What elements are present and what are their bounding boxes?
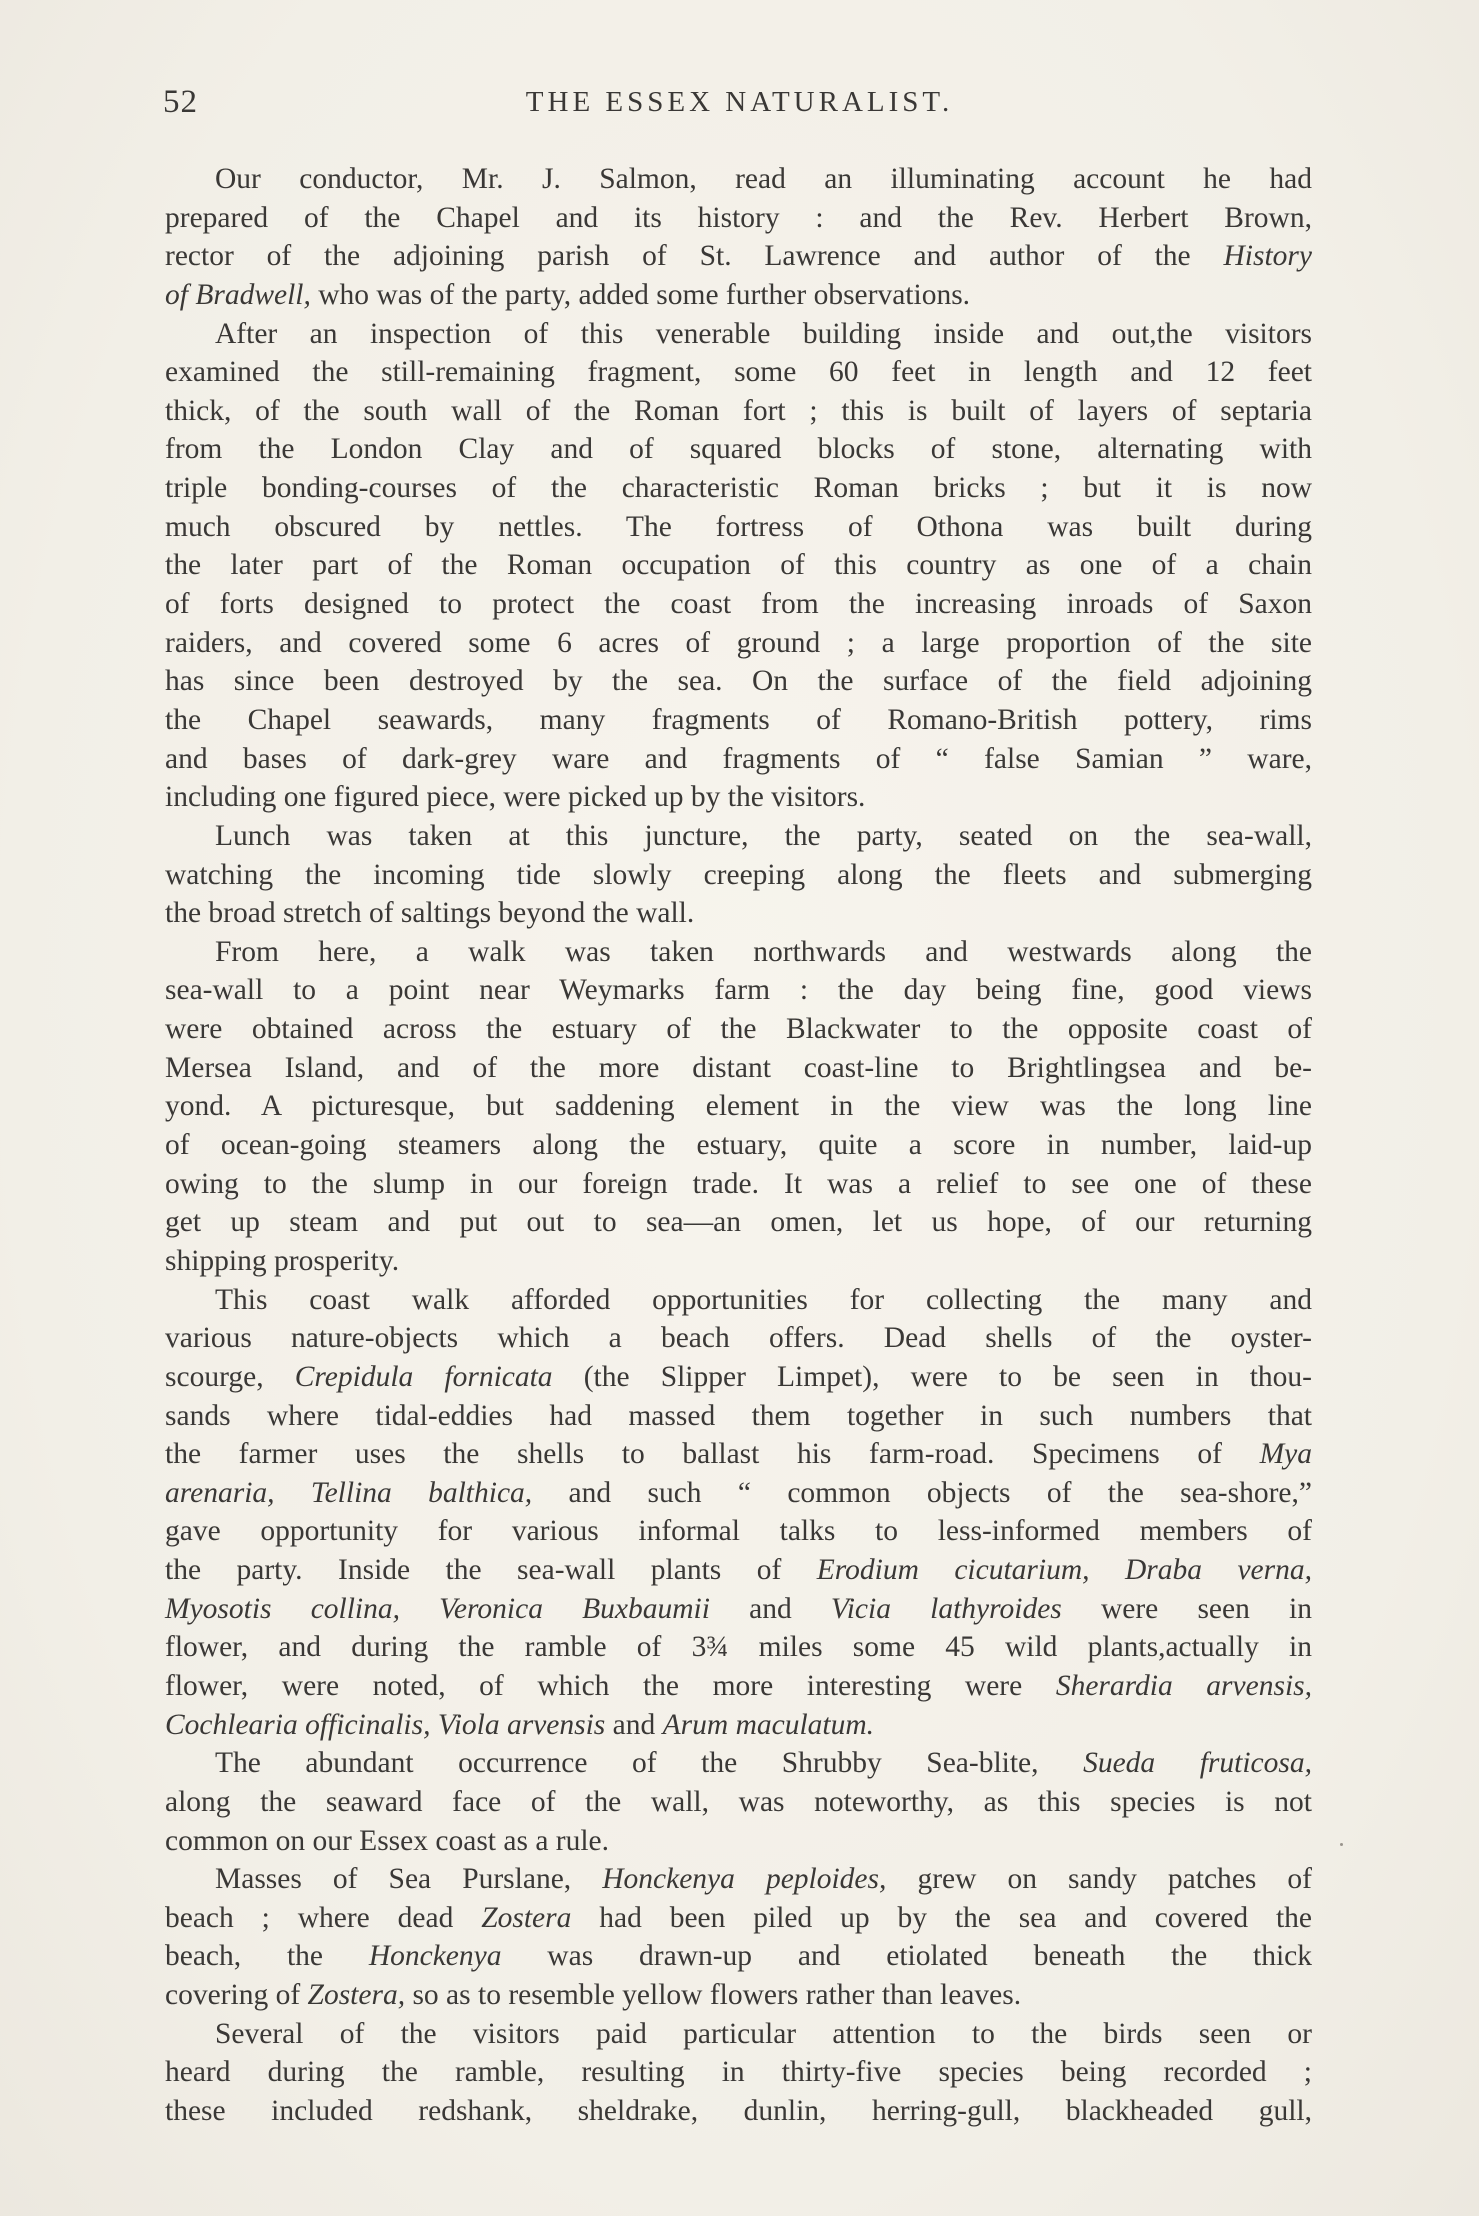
text-line: [165, 1203, 1312, 1242]
italic-text: Vicia lathyroides: [830, 1592, 1062, 1625]
text-run: the farmer uses the shells to ballast his farm-road. Specimens of: [165, 1438, 1260, 1471]
text-run: beach, the: [165, 1940, 369, 1973]
text-run: flower, and during the ramble of 3¾ miles some 45 wild plants,actually in: [165, 1631, 1312, 1664]
text-line: [165, 624, 1312, 663]
text-line: [165, 1397, 1312, 1436]
text-run: prepared of the Chapel and its history : and the Rev. Herbert Brown,: [165, 201, 1312, 234]
italic-text: arenaria, Tellina balthica,: [165, 1476, 533, 1509]
body-text: [165, 160, 1312, 2131]
text-line: [165, 1435, 1312, 1474]
text-line: [165, 2053, 1312, 2092]
text-run: and bases of dark-grey ware and fragments of “ false Samian ” ware,: [165, 742, 1312, 775]
italic-text: Crepidula fornicata: [294, 1360, 553, 1393]
text-line: [165, 1551, 1312, 1590]
text-line: [165, 1822, 1312, 1861]
text-run: was drawn-up and etiolated beneath the thick: [501, 1940, 1312, 1973]
text-run: yond. A picturesque, but saddening element in the view was the long line: [165, 1090, 1312, 1123]
text-run: After an inspection of this venerable building inside and out,the visitors: [215, 317, 1312, 350]
text-line: [165, 1976, 1312, 2015]
text-run: rector of the adjoining parish of St. Lawrence and author of the: [165, 240, 1224, 273]
text-run: these included redshank, sheldrake, dunlin, herring-gull, blackheaded gull,: [165, 2095, 1312, 2128]
text-line: [165, 508, 1312, 547]
text-run: much obscured by nettles. The fortress of Othona was built during: [165, 510, 1312, 543]
text-run: the party. Inside the sea-wall plants of: [165, 1554, 817, 1587]
text-line: [165, 1010, 1312, 1049]
text-run: scourge,: [165, 1360, 295, 1393]
text-line: [165, 1706, 1312, 1745]
text-run: shipping prosperity.: [165, 1244, 400, 1277]
italic-text: Sherardia arvensis,: [1055, 1669, 1312, 1702]
text-line: [165, 1667, 1312, 1706]
text-run: get up steam and put out to sea—an omen, let us hope, of our returning: [165, 1206, 1312, 1239]
italic-text: Myosotis collina, Veronica Buxbaumii: [165, 1592, 710, 1625]
text-run: and such “ common objects of the sea-shore,”: [532, 1476, 1312, 1509]
italic-text: Arum maculatum.: [662, 1708, 875, 1741]
text-line: [165, 546, 1312, 585]
text-run: had been piled up by the sea and covered the: [571, 1901, 1312, 1934]
text-run: This coast walk afforded opportunities for collecting the many and: [215, 1283, 1312, 1316]
text-line: [165, 933, 1312, 972]
text-line: [165, 1281, 1312, 1320]
text-run: of ocean-going steamers along the estuary, quite a score in number, laid-up: [165, 1129, 1312, 1162]
text-run: sea-wall to a point near Weymarks farm : the day being fine, good views: [165, 974, 1312, 1007]
text-run: flower, were noted, of which the more interesting were: [165, 1669, 1056, 1702]
text-line: [165, 237, 1312, 276]
text-run: watching the incoming tide slowly creeping along the fleets and submerging: [165, 858, 1312, 891]
italic-text: Sueda fruticosa,: [1083, 1747, 1312, 1780]
text-run: and: [605, 1708, 663, 1741]
text-line: [165, 1242, 1312, 1281]
text-line: [165, 1049, 1312, 1088]
text-run: grew on sandy patches of: [886, 1863, 1312, 1896]
text-run: covering of: [165, 1979, 308, 2012]
text-line: [165, 778, 1312, 817]
text-line: [165, 585, 1312, 624]
text-run: Our conductor, Mr. J. Salmon, read an illuminating account he had: [215, 163, 1312, 195]
italic-text: Honckenya peploides,: [602, 1863, 887, 1896]
text-run: beach ; where dead: [165, 1901, 482, 1934]
text-line: [165, 276, 1312, 315]
text-run: were seen in: [1061, 1592, 1312, 1625]
text-line: [165, 392, 1312, 431]
text-run: examined the still-remaining fragment, some 60 feet in length and 12 feet: [165, 356, 1312, 389]
text-run: and: [709, 1592, 831, 1625]
text-run: heard during the ramble, resulting in thirty-five species being recorded ;: [165, 2056, 1312, 2089]
page-number: 52: [163, 84, 198, 120]
italic-text: of Bradwell,: [165, 278, 311, 311]
italic-text: History: [1223, 240, 1312, 273]
text-line: [165, 740, 1312, 779]
text-line: [165, 856, 1312, 895]
text-line: [165, 1937, 1312, 1976]
text-line: [165, 1860, 1312, 1899]
text-line: [165, 1590, 1312, 1629]
text-run: Lunch was taken at this juncture, the party, seated on the sea-wall,: [215, 819, 1312, 852]
text-line: [165, 701, 1312, 740]
text-run: so as to resemble yellow flowers rather than leaves.: [405, 1979, 1022, 2012]
text-line: [165, 1319, 1312, 1358]
text-line: [165, 971, 1312, 1010]
italic-text: Erodium cicutarium, Draba verna,: [816, 1554, 1312, 1587]
text-run: common on our Essex coast as a rule.: [165, 1824, 610, 1857]
text-line: [165, 2092, 1312, 2131]
italic-text: Honckenya: [368, 1940, 502, 1973]
text-line: [165, 199, 1312, 238]
text-run: sands where tidal-eddies had massed them together in such numbers that: [165, 1399, 1312, 1432]
text-line: [165, 1087, 1312, 1126]
text-run: were obtained across the estuary of the Blackwater to the opposite coast of: [165, 1013, 1312, 1046]
text-line: [165, 1126, 1312, 1165]
text-run: triple bonding-courses of the characteristic Roman bricks ; but it is now: [165, 472, 1312, 505]
text-line: [165, 1783, 1312, 1822]
text-run: various nature-objects which a beach offers. Dead shells of the oyster-: [165, 1322, 1312, 1355]
text-line: [165, 662, 1312, 701]
text-run: (the Slipper Limpet), were to be seen in thou-: [552, 1360, 1312, 1393]
text-run: raiders, and covered some 6 acres of ground ; a large proportion of the site: [165, 626, 1312, 659]
text-line: [165, 353, 1312, 392]
text-run: of forts designed to protect the coast from the increasing inroads of Saxon: [165, 588, 1312, 621]
paper-speck: [1340, 1843, 1343, 1846]
text-line: [165, 160, 1312, 199]
text-line: [165, 1358, 1312, 1397]
text-run: Several of the visitors paid particular attention to the birds seen or: [215, 2017, 1312, 2050]
text-line: [165, 1744, 1312, 1783]
text-run: including one figured piece, were picked up by the visitors.: [165, 781, 866, 814]
running-head: THE ESSEX NATURALIST.: [525, 86, 954, 118]
text-line: [165, 1165, 1312, 1204]
text-line: [165, 430, 1312, 469]
text-line: [165, 817, 1312, 856]
text-line: [165, 1899, 1312, 1938]
italic-text: Zostera: [481, 1901, 572, 1934]
text-run: from the London Clay and of squared blocks of stone, alternating with: [165, 433, 1312, 466]
text-line: [165, 315, 1312, 354]
text-run: From here, a walk was taken northwards and westwards along the: [215, 935, 1312, 968]
text-run: has since been destroyed by the sea. On the surface of the field adjoining: [165, 665, 1312, 698]
text-line: [165, 1474, 1312, 1513]
text-line: [165, 2015, 1312, 2054]
text-run: owing to the slump in our foreign trade. It was a relief to see one of these: [165, 1167, 1312, 1200]
text-run: the Chapel seawards, many fragments of Romano-British pottery, rims: [165, 703, 1312, 736]
italic-text: Cochlearia officinalis, Viola arvensis: [165, 1708, 606, 1741]
page-header: [163, 84, 1316, 124]
italic-text: Zostera,: [307, 1979, 406, 2012]
text-line: [165, 469, 1312, 508]
text-run: along the seaward face of the wall, was noteworthy, as this species is not: [165, 1785, 1312, 1818]
text-line: [165, 894, 1312, 933]
text-line: [165, 1628, 1312, 1667]
text-line: [165, 1512, 1312, 1551]
text-run: Masses of Sea Purslane,: [215, 1863, 603, 1896]
text-run: who was of the party, added some further observations.: [310, 278, 971, 311]
text-run: The abundant occurrence of the Shrubby Sea-blite,: [215, 1747, 1084, 1780]
italic-text: Mya: [1259, 1438, 1312, 1471]
text-run: thick, of the south wall of the Roman fort ; this is built of layers of septaria: [165, 394, 1312, 427]
text-run: the broad stretch of saltings beyond the wall.: [165, 897, 695, 930]
text-run: Mersea Island, and of the more distant coast-line to Brightlingsea and be-: [165, 1051, 1312, 1084]
text-run: gave opportunity for various informal talks to less-informed members of: [165, 1515, 1312, 1548]
text-run: the later part of the Roman occupation of this country as one of a chain: [165, 549, 1312, 582]
